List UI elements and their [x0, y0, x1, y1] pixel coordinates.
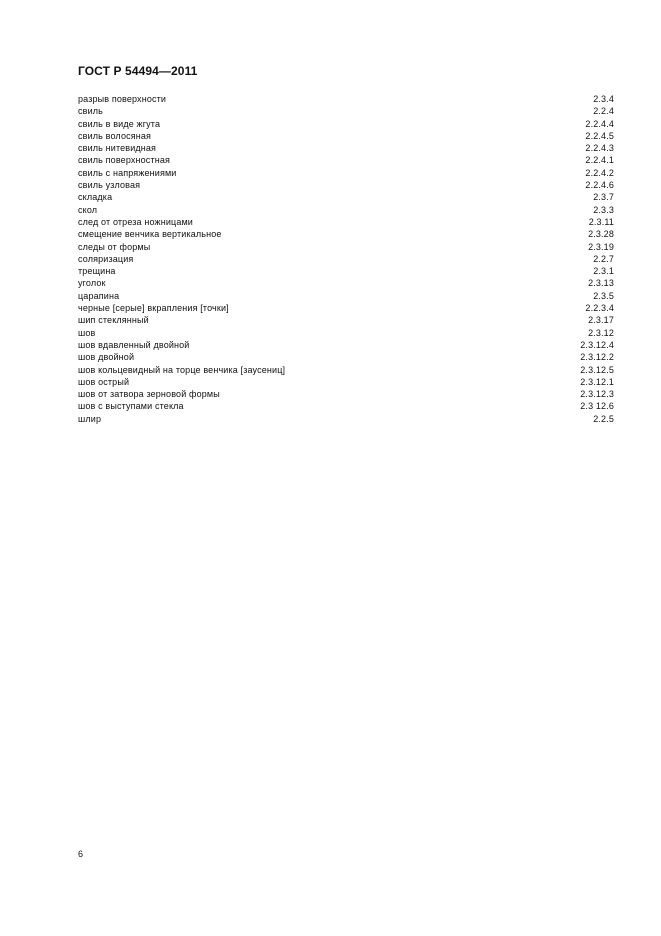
- index-entry: [78, 241, 614, 253]
- index-reference: 2.3.12.1: [580, 376, 614, 387]
- index-reference: 2.3.17: [588, 315, 614, 326]
- index-entry: [78, 265, 614, 277]
- index-term: черные [серые] вкрапления [точки]: [78, 303, 229, 314]
- index-term: шов кольцевидный на торце венчика [заусениц]: [78, 364, 286, 375]
- index-entry: [78, 277, 614, 289]
- alphabetical-index: [78, 93, 614, 425]
- index-entry: [78, 314, 614, 326]
- index-term: шов от затвора зерновой формы: [78, 389, 220, 400]
- index-entry: [78, 142, 614, 154]
- index-entry: [78, 204, 614, 216]
- index-reference: 2.3.19: [588, 241, 614, 252]
- index-entry: [78, 253, 614, 265]
- index-entry: [78, 130, 614, 142]
- index-reference: 2.2.4.2: [585, 167, 614, 178]
- index-term: свиль узловая: [78, 180, 141, 191]
- index-term: шов с выступами стекла: [78, 401, 184, 412]
- index-reference: 2.3.5: [593, 290, 614, 301]
- index-entry: [78, 216, 614, 228]
- index-term: шип стеклянный: [78, 315, 149, 326]
- index-reference: 2.2.4.3: [585, 143, 614, 154]
- index-reference: 2.3.12.4: [580, 339, 614, 350]
- index-entry: [78, 376, 614, 388]
- index-reference: 2.3 12.6: [580, 401, 614, 412]
- index-reference: 2.3.12: [588, 327, 614, 338]
- index-term: разрыв поверхности: [78, 94, 167, 104]
- page-number: 6: [78, 849, 84, 859]
- index-reference: 2.3.7: [593, 192, 614, 203]
- index-reference: 2.3.12.5: [580, 364, 614, 375]
- index-reference: 2.3.4: [593, 94, 614, 104]
- index-term: соляризация: [78, 253, 134, 264]
- index-entry: [78, 191, 614, 203]
- index-term: шов: [78, 327, 96, 338]
- index-term: смещение венчика вертикальное: [78, 229, 222, 240]
- index-term: шов двойной: [78, 352, 135, 363]
- index-entry: [78, 228, 614, 240]
- index-entry: [78, 351, 614, 363]
- index-reference: 2.2.3.4: [585, 303, 614, 314]
- index-entry: [78, 290, 614, 302]
- index-reference: 2.2.4.1: [585, 155, 614, 166]
- index-term: царапина: [78, 290, 120, 301]
- document-header: ГОСТ Р 54494—2011: [78, 64, 198, 78]
- index-entry: [78, 154, 614, 166]
- index-term: шлир: [78, 413, 102, 424]
- index-reference: 2.3.3: [593, 204, 614, 215]
- index-term: свиль с напряжениями: [78, 167, 177, 178]
- index-term: уголок: [78, 278, 106, 289]
- index-reference: 2.2.7: [593, 253, 614, 264]
- index-term: шов острый: [78, 376, 130, 387]
- index-entry: [78, 302, 614, 314]
- index-entry: [78, 339, 614, 351]
- index-entry: [78, 118, 614, 130]
- index-term: след от отреза ножницами: [78, 216, 193, 227]
- index-entry: [78, 400, 614, 412]
- index-entry: [78, 93, 614, 105]
- index-term: свиль нитевидная: [78, 143, 157, 154]
- index-reference: 2.2.4.6: [585, 180, 614, 191]
- index-reference: 2.2.4.5: [585, 130, 614, 141]
- index-reference: 2.2.5: [593, 413, 614, 424]
- index-term: шов вдавленный двойной: [78, 339, 190, 350]
- index-term: свиль: [78, 106, 103, 117]
- index-entry: [78, 413, 614, 425]
- index-term: свиль волосяная: [78, 130, 152, 141]
- index-term: следы от формы: [78, 241, 151, 252]
- index-entry: [78, 364, 614, 376]
- index-entry: [78, 179, 614, 191]
- index-term: трещина: [78, 266, 116, 277]
- index-term: свиль поверхностная: [78, 155, 171, 166]
- index-reference: 2.3.28: [588, 229, 614, 240]
- index-entry: [78, 327, 614, 339]
- index-entry: [78, 388, 614, 400]
- index-reference: 2.3.12.3: [580, 389, 614, 400]
- index-reference: 2.3.13: [588, 278, 614, 289]
- index-term: складка: [78, 192, 113, 203]
- index-reference: 2.2.4.4: [585, 118, 614, 129]
- index-reference: 2.2.4: [593, 106, 614, 117]
- index-entry: [78, 105, 614, 117]
- index-reference: 2.3.11: [588, 216, 614, 227]
- index-term: свиль в виде жгута: [78, 118, 161, 129]
- index-reference: 2.3.1: [593, 266, 614, 277]
- index-entry: [78, 167, 614, 179]
- index-term: скол: [78, 204, 98, 215]
- index-reference: 2.3.12.2: [580, 352, 614, 363]
